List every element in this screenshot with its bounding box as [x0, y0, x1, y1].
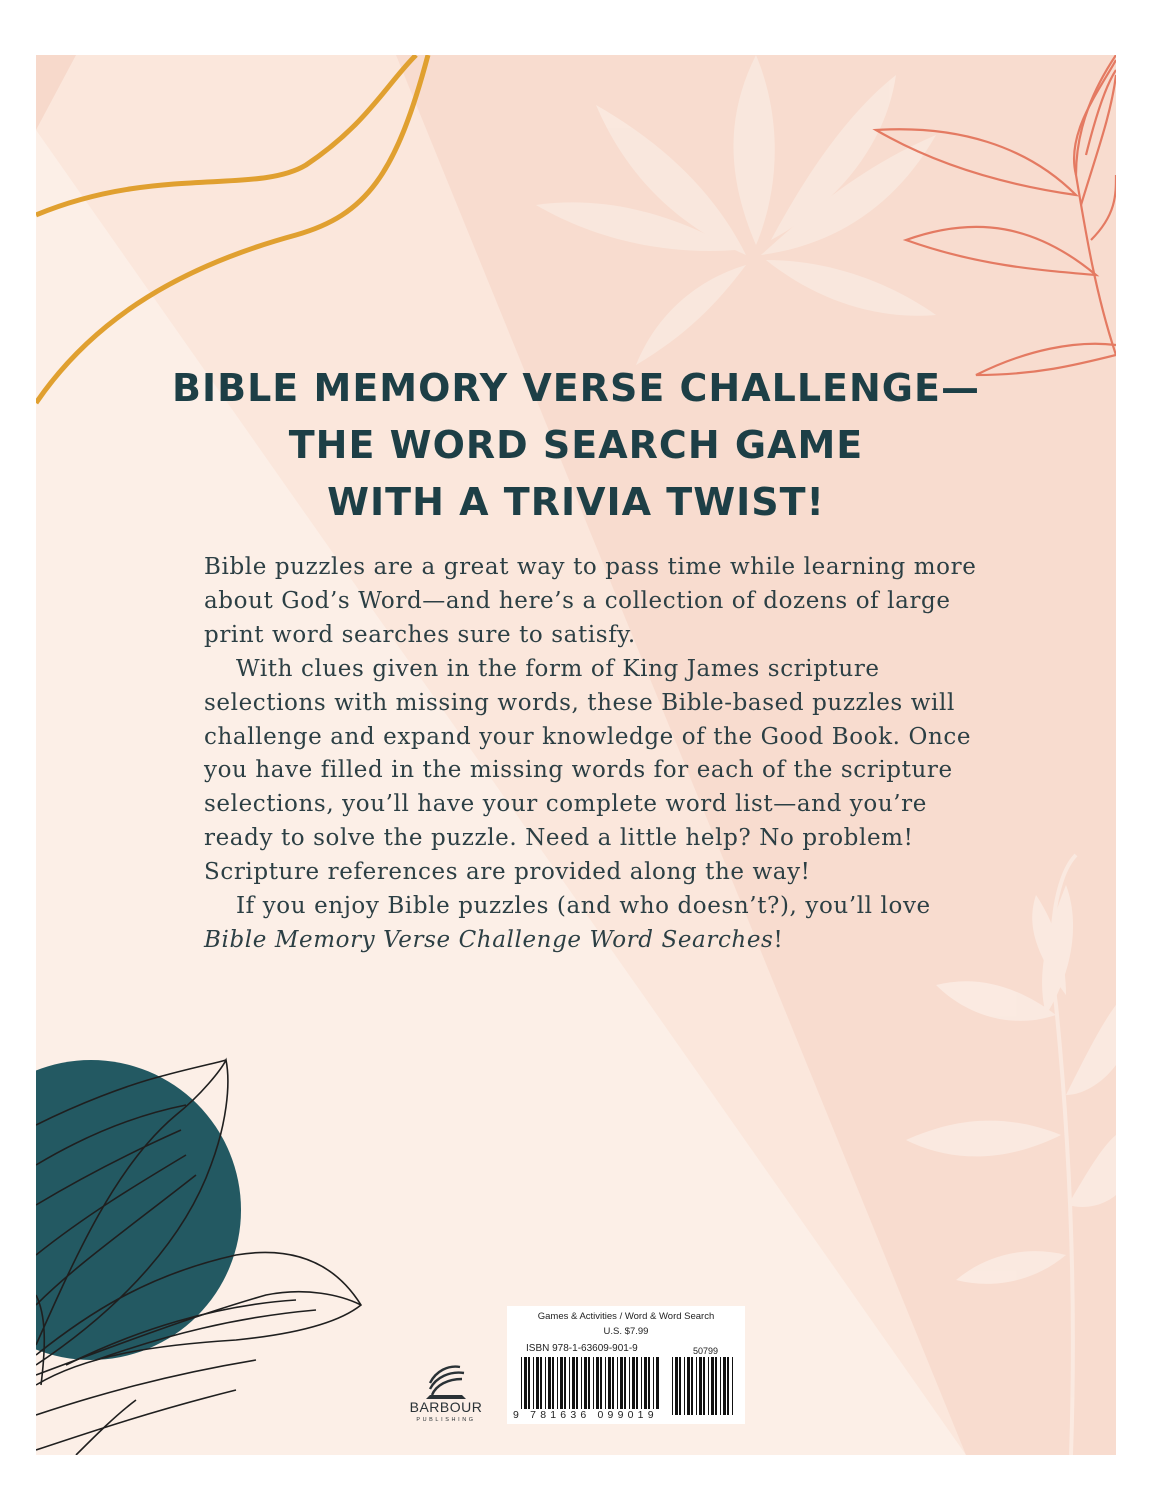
barcode-bar [581, 1357, 582, 1409]
barcode-bar [612, 1357, 614, 1409]
barcode-bar [687, 1357, 690, 1415]
barcode-bar [569, 1357, 570, 1409]
barcode-addon-number: 50799 [693, 1346, 719, 1356]
barcode-bar [557, 1357, 558, 1409]
barcode-bar [644, 1357, 647, 1409]
barcode-bar [605, 1357, 606, 1409]
barcode-bar [720, 1357, 721, 1415]
headline [36, 360, 1116, 531]
barcode-bar [624, 1357, 626, 1409]
barcode-bar [675, 1357, 678, 1415]
barcode-label [507, 1306, 745, 1424]
barcode-bar [588, 1357, 590, 1409]
barcode-bar [723, 1357, 726, 1415]
barcode-bar [732, 1357, 733, 1415]
barcode-bar [536, 1357, 539, 1409]
barcode-bar [596, 1357, 599, 1409]
headline-line-3: WITH A TRIVIA TWIST! [327, 480, 825, 524]
barcode-digits: 9 781636 099019 [513, 1409, 658, 1421]
barcode-bar [528, 1357, 530, 1409]
barcode-bar [727, 1357, 729, 1415]
barcode-bar [524, 1357, 527, 1409]
barcode-bar [620, 1357, 623, 1409]
barcode-category: Games & Activities / Word & Word Search [537, 1311, 715, 1322]
barcode-bar [636, 1357, 638, 1409]
barcode-bar [545, 1357, 546, 1409]
barcode-bar [715, 1357, 717, 1415]
description-paragraph-2: With clues given in the form of King James scripture selections with missing words, these Bible-based puzzles will challenge and expand your knowledge of the Good Book. Once you have filled in the missing words for each of the scripture selections, you’ll have your complete word list—and you’re ready to solve the puzzle. Need a little help? No problem! Scripture references are provided along the way! [204, 655, 972, 886]
headline-line-1: BIBLE MEMORY VERSE CHALLENGE— [172, 366, 980, 410]
barcode-bar [533, 1357, 534, 1409]
barcode-bar [708, 1357, 709, 1415]
barcode-bar [600, 1357, 602, 1409]
barcode-bar [552, 1357, 554, 1409]
barcode-bar [540, 1357, 542, 1409]
barcode-bar [593, 1357, 594, 1409]
barcode-bar [632, 1357, 635, 1409]
description-text [204, 551, 984, 958]
publisher-name: BARBOUR [409, 1399, 483, 1415]
barcode-bar [679, 1357, 681, 1415]
barcode-bar [703, 1357, 705, 1415]
barcode-bar [699, 1357, 702, 1415]
headline-line-2: THE WORD SEARCH GAME [288, 423, 864, 467]
description-paragraph-3 [204, 890, 984, 958]
barcode-bar [608, 1357, 611, 1409]
barcode-isbn: ISBN 978-1-63609-901-9 [526, 1343, 638, 1354]
barcode-bars-addon [672, 1357, 736, 1415]
barcode-bar [711, 1357, 714, 1415]
barcode-bar [653, 1357, 654, 1409]
publisher-subtitle: PUBLISHING [416, 1417, 476, 1423]
barcode-bar [656, 1357, 659, 1409]
barcode-bar [576, 1357, 578, 1409]
barcode-bar [564, 1357, 566, 1409]
barcode-bar [617, 1357, 618, 1409]
description-paragraph-1: Bible puzzles are a great way to pass time while learning more about God’s Word—and here’s a collection of dozens of large print word searches sure to satisfy. [204, 554, 977, 648]
barcode-bar [672, 1357, 673, 1415]
book-back-cover [36, 55, 1116, 1455]
barcode-bars-main [521, 1357, 661, 1409]
barcode-price: U.S. $7.99 [603, 1326, 649, 1337]
gold-curve-line-1 [36, 55, 416, 215]
barcode-bar [584, 1357, 587, 1409]
barcode-bar [696, 1357, 697, 1415]
barcode-bar [548, 1357, 551, 1409]
paragraph-3-end: ! [773, 926, 784, 953]
book-title-italic: Bible Memory Verse Challenge Word Searches [204, 926, 774, 953]
barcode-bar [629, 1357, 630, 1409]
barcode-bar [641, 1357, 642, 1409]
barcode-bar [691, 1357, 693, 1415]
barcode-bar [560, 1357, 563, 1409]
pink-top-left-region [36, 55, 76, 130]
barcode-bar [648, 1357, 650, 1409]
barcode-bar [521, 1357, 522, 1409]
paragraph-3-start: If you enjoy Bible puzzles (and who doesn’t?), you’ll love [236, 893, 931, 920]
barcode-bar [572, 1357, 575, 1409]
barcode-bar [684, 1357, 685, 1415]
